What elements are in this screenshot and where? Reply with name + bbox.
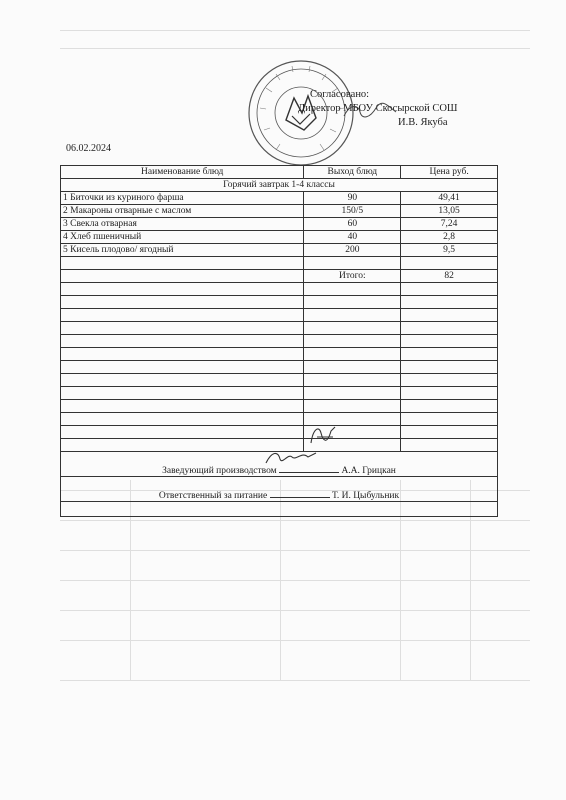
table-row xyxy=(61,361,498,374)
approval-title: Согласовано: xyxy=(310,89,370,100)
production-signature-icon xyxy=(305,423,341,449)
director-signature-icon xyxy=(340,100,400,122)
column-header-price: Цена руб. xyxy=(401,166,498,179)
table-row xyxy=(61,413,498,426)
section-row xyxy=(61,179,498,192)
table-row xyxy=(61,283,498,296)
table-row xyxy=(61,205,498,218)
section-title: Горячий завтрак 1-4 классы xyxy=(61,179,498,192)
menu-date: 06.02.2024 xyxy=(66,143,111,154)
table-row xyxy=(61,257,498,270)
table-row xyxy=(61,192,498,205)
table-row xyxy=(61,309,498,322)
dish-name: 2 Макароны отварные с маслом xyxy=(61,205,304,218)
column-header-output: Выход блюд xyxy=(304,166,401,179)
dish-output: 200 xyxy=(304,244,401,257)
dish-price: 7,24 xyxy=(401,218,498,231)
production-name: А.А. Грицкан xyxy=(341,466,396,476)
total-value: 82 xyxy=(401,270,498,283)
nutrition-label: Ответственный за питание xyxy=(158,491,268,501)
dish-price: 13,05 xyxy=(401,205,498,218)
table-row xyxy=(61,244,498,257)
dish-price: 9,5 xyxy=(401,244,498,257)
table-header-row xyxy=(61,166,498,179)
table-row xyxy=(61,218,498,231)
total-row xyxy=(61,270,498,283)
nutrition-name: Т. И. Цыбульник xyxy=(331,491,400,501)
approval-position: Директор МБОУ Скосырской СОШ xyxy=(298,103,458,114)
table-row xyxy=(61,502,498,517)
dish-name: 5 Кисель плодово/ ягодный xyxy=(61,244,304,257)
table-row xyxy=(61,400,498,413)
table-row xyxy=(61,374,498,387)
table-row xyxy=(61,231,498,244)
dish-output: 150/5 xyxy=(304,205,401,218)
dish-price: 2,8 xyxy=(401,231,498,244)
total-label: Итого: xyxy=(304,270,401,283)
dish-output: 60 xyxy=(304,218,401,231)
table-row xyxy=(61,322,498,335)
nutrition-signature-icon xyxy=(262,447,320,469)
column-header-dish: Наименование блюд xyxy=(61,166,304,179)
dish-price: 49,41 xyxy=(401,192,498,205)
dish-name: 4 Хлеб пшеничный xyxy=(61,231,304,244)
table-row xyxy=(61,387,498,400)
production-label: Заведующий производством xyxy=(162,466,277,476)
dish-output: 90 xyxy=(304,192,401,205)
dish-output: 40 xyxy=(304,231,401,244)
table-row xyxy=(61,348,498,361)
dish-name: 1 Биточки из куриного фарша xyxy=(61,192,304,205)
signature-row-nutrition xyxy=(61,477,498,502)
table-row xyxy=(61,426,498,439)
table-row xyxy=(61,296,498,309)
table-row xyxy=(61,335,498,348)
approval-signer: И.В. Якуба xyxy=(398,117,448,128)
dish-name: 3 Свекла отварная xyxy=(61,218,304,231)
